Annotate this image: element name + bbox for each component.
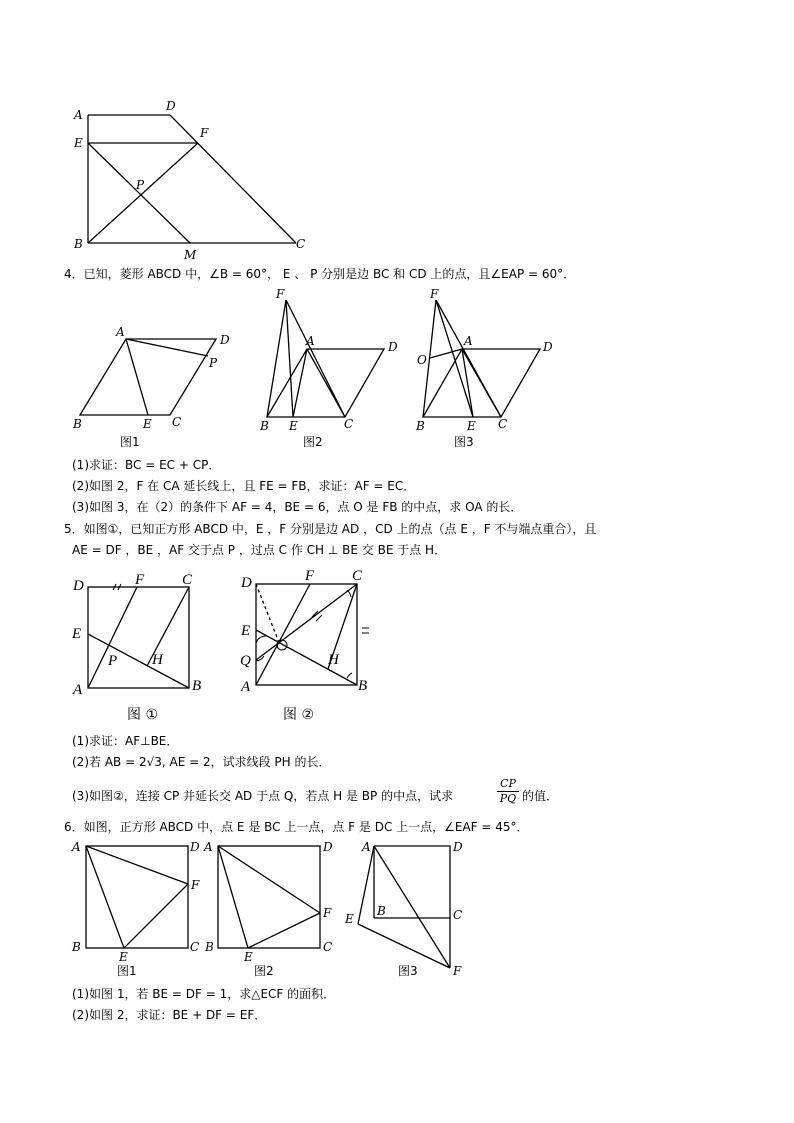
label-E: E bbox=[244, 950, 253, 964]
label-A: A bbox=[306, 334, 315, 348]
label-A: A bbox=[73, 682, 83, 698]
label-E: E bbox=[345, 912, 354, 926]
label-D: D bbox=[388, 340, 398, 354]
label-C: C bbox=[323, 940, 333, 954]
label-B: B bbox=[74, 237, 83, 251]
label-F: F bbox=[135, 572, 145, 588]
label-B: B bbox=[416, 419, 425, 433]
problem-5-q3-a: (3)如图②，连接 CP 并延长交 AD 于点 Q，若点 H 是 BP 的中点，试求 bbox=[72, 789, 454, 803]
label-A: A bbox=[116, 325, 125, 339]
caption-fig3: 图3 bbox=[454, 435, 474, 449]
label-D: D bbox=[73, 578, 84, 594]
problem-5-q1: (1)求证：AF⊥BE． bbox=[72, 734, 179, 748]
figure-5-1 bbox=[71, 572, 201, 723]
caption-fig-circle-1: 图 ① bbox=[127, 707, 159, 723]
label-A: A bbox=[241, 679, 251, 695]
label-E: E bbox=[289, 419, 298, 433]
problem-6-stem: 6．如图，正方形 ABCD 中，点 E 是 BC 上一点，点 F 是 DC 上一点，∠EAF = 45°． bbox=[64, 820, 529, 834]
label-C: C bbox=[352, 568, 363, 584]
label-O: O bbox=[417, 353, 427, 367]
caption-fig2: 图2 bbox=[303, 435, 323, 449]
label-A: A bbox=[464, 334, 473, 348]
label-B: B bbox=[205, 940, 214, 954]
label-C: C bbox=[498, 417, 508, 431]
label-P: P bbox=[108, 653, 118, 669]
label-D: D bbox=[220, 333, 230, 347]
label-D: D bbox=[543, 340, 553, 354]
fraction-denominator: PQ bbox=[499, 792, 517, 805]
problem-6-q2: (2)如图 2，求证：BE + DF = EF． bbox=[72, 1008, 267, 1022]
label-E: E bbox=[467, 419, 476, 433]
problem-4-q2: (2)如图 2，F 在 CA 延长线上，且 FE = FB，求证：AF = EC． bbox=[72, 479, 416, 493]
label-F: F bbox=[305, 568, 315, 584]
caption-fig1: 图1 bbox=[120, 435, 140, 449]
label-C: C bbox=[296, 237, 306, 251]
label-F: F bbox=[430, 287, 439, 301]
label-A: A bbox=[72, 840, 81, 854]
fraction-numerator: CP bbox=[500, 777, 516, 790]
label-D: D bbox=[453, 840, 463, 854]
figure-top-trapezoid bbox=[73, 99, 305, 262]
label-F: F bbox=[200, 126, 209, 140]
problem-5-stem-line2: AE = DF ，BE ，AF 交于点 P ，过点 C 作 CH ⊥ BE 交 BE 于点 H． bbox=[72, 543, 447, 557]
label-F: F bbox=[453, 964, 462, 978]
problem-5-q3-b: 的值． bbox=[522, 789, 559, 803]
label-E: E bbox=[241, 623, 251, 639]
label-E: E bbox=[74, 136, 83, 150]
label-B: B bbox=[192, 678, 202, 694]
problem-4-q3: (3)如图 3，在（2）的条件下 AF = 4，BE = 6，点 O 是 FB 的中点，求 OA 的长． bbox=[72, 500, 523, 514]
fraction-cp-over-pq bbox=[497, 778, 519, 805]
label-D: D bbox=[323, 840, 333, 854]
label-F: F bbox=[191, 878, 200, 892]
caption-fig-circle-2: 图 ② bbox=[283, 707, 315, 723]
figure-6-2 bbox=[203, 840, 333, 978]
label-C: C bbox=[190, 940, 200, 954]
label-D: D bbox=[190, 840, 200, 854]
problem-6-q1: (1)如图 1，若 BE = DF = 1，求△ECF 的面积． bbox=[72, 987, 336, 1001]
label-B: B bbox=[73, 417, 82, 431]
problem-4-q1: (1)求证：BC = EC + CP． bbox=[72, 458, 221, 472]
label-P: P bbox=[209, 356, 218, 370]
label-H: H bbox=[152, 652, 163, 668]
label-B: B bbox=[72, 940, 81, 954]
figure-6-1 bbox=[71, 840, 200, 978]
label-A: A bbox=[204, 840, 213, 854]
label-M: M bbox=[184, 248, 197, 262]
label-E: E bbox=[143, 417, 152, 431]
label-E: E bbox=[72, 626, 82, 642]
figure-4-2 bbox=[259, 287, 398, 449]
label-B: B bbox=[260, 419, 269, 433]
label-P: P bbox=[136, 178, 145, 192]
label-D: D bbox=[166, 99, 176, 113]
label-F: F bbox=[323, 906, 332, 920]
problem-4-stem: 4．已知，菱形 ABCD 中，∠B = 60°， E 、 P 分别是边 BC 和 CD 上的点，且∠EAP = 60°． bbox=[64, 267, 576, 281]
label-A: A bbox=[362, 840, 371, 854]
label-B: B bbox=[358, 678, 368, 694]
label-E: E bbox=[119, 950, 128, 964]
caption-fig1: 图1 bbox=[117, 964, 137, 978]
problem-5-stem-line1: 5．如图①，已知正方形 ABCD 中，E ，F 分别是边 AD ，CD 上的点（点 E ，F 不与端点重合），且 bbox=[64, 522, 597, 536]
figure-4-1 bbox=[72, 325, 230, 449]
label-Q: Q bbox=[240, 653, 251, 669]
figure-4-3 bbox=[415, 287, 553, 449]
caption-fig3: 图3 bbox=[398, 964, 418, 978]
label-C: C bbox=[344, 417, 354, 431]
label-B: B bbox=[377, 904, 386, 918]
caption-fig2: 图2 bbox=[254, 964, 274, 978]
figure-6-3 bbox=[344, 840, 463, 978]
label-A: A bbox=[74, 108, 83, 122]
figure-5-2 bbox=[240, 568, 369, 723]
problem-5-q2: (2)若 AB = 2√3, AE = 2，试求线段 PH 的长． bbox=[72, 755, 331, 769]
label-F: F bbox=[276, 287, 285, 301]
label-C: C bbox=[172, 415, 182, 429]
label-D: D bbox=[241, 575, 252, 591]
label-H: H bbox=[328, 652, 339, 668]
label-C: C bbox=[453, 908, 463, 922]
label-C: C bbox=[182, 572, 193, 588]
